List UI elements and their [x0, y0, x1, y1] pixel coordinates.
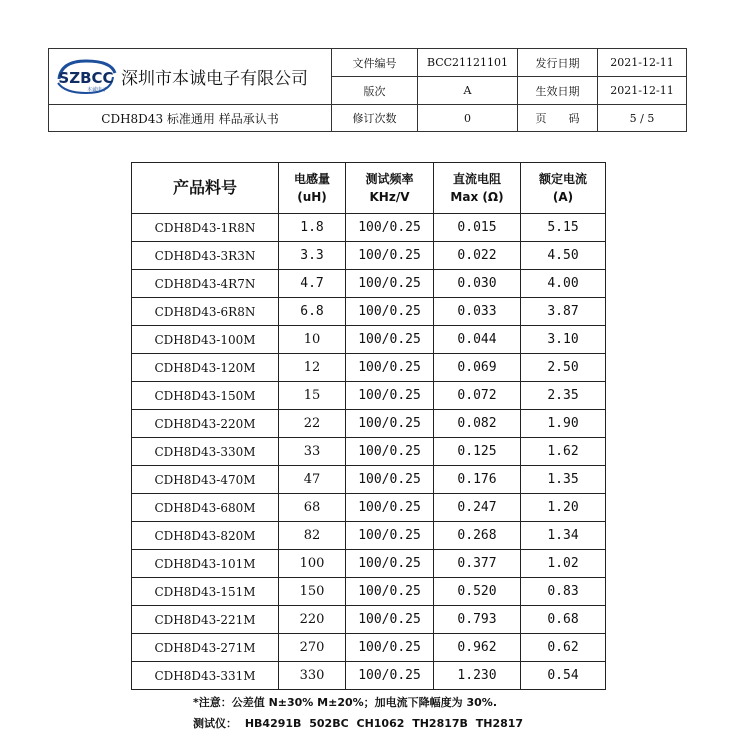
- header-rated-current: 额定电流 (A): [521, 163, 606, 214]
- dc-resistance-cell: 0.072: [434, 382, 521, 410]
- test-frequency-cell: 100/0.25: [346, 242, 434, 270]
- file-no-label: 文件编号: [332, 49, 418, 77]
- effective-date-label: 生效日期: [518, 77, 598, 105]
- rated-current-cell: 0.68: [521, 606, 606, 634]
- inductance-cell: 82: [279, 522, 346, 550]
- dc-resistance-cell: 0.962: [434, 634, 521, 662]
- dc-resistance-cell: 1.230: [434, 662, 521, 690]
- test-frequency-cell: 100/0.25: [346, 662, 434, 690]
- inductance-cell: 4.7: [279, 270, 346, 298]
- part-number-cell: CDH8D43-331M: [132, 662, 279, 690]
- dc-resistance-cell: 0.044: [434, 326, 521, 354]
- part-number-cell: CDH8D43-3R3N: [132, 242, 279, 270]
- test-frequency-cell: 100/0.25: [346, 466, 434, 494]
- table-row: [132, 550, 606, 578]
- document-title: CDH8D43 标准通用 样品承认书: [49, 105, 332, 132]
- inductance-cell: 100: [279, 550, 346, 578]
- part-number-cell: CDH8D43-1R8N: [132, 214, 279, 242]
- company-logo-icon: [53, 57, 119, 97]
- dc-resistance-cell: 0.033: [434, 298, 521, 326]
- part-number-cell: CDH8D43-221M: [132, 606, 279, 634]
- test-frequency-cell: 100/0.25: [346, 270, 434, 298]
- part-number-cell: CDH8D43-100M: [132, 326, 279, 354]
- inductance-cell: 47: [279, 466, 346, 494]
- dc-resistance-cell: 0.268: [434, 522, 521, 550]
- test-frequency-cell: 100/0.25: [346, 410, 434, 438]
- company-logo-cell: [49, 49, 332, 105]
- table-row: [132, 326, 606, 354]
- spec-table: [131, 162, 606, 690]
- table-row: [132, 466, 606, 494]
- rated-current-cell: 1.34: [521, 522, 606, 550]
- test-frequency-cell: 100/0.25: [346, 522, 434, 550]
- table-row: [132, 214, 606, 242]
- svg-text:本诚电子: 本诚电子: [86, 86, 108, 93]
- issue-date-label: 发行日期: [518, 49, 598, 77]
- rated-current-cell: 0.54: [521, 662, 606, 690]
- rated-current-cell: 1.90: [521, 410, 606, 438]
- table-row: [132, 634, 606, 662]
- part-number-cell: CDH8D43-271M: [132, 634, 279, 662]
- file-no-value: BCC21121101: [418, 49, 518, 77]
- tolerance-note: *注意：公差值 N±30% M±20%；加电流下降幅度为 30%.: [193, 696, 497, 709]
- dc-resistance-cell: 0.069: [434, 354, 521, 382]
- version-value: A: [418, 77, 518, 105]
- inductance-cell: 220: [279, 606, 346, 634]
- dc-resistance-cell: 0.022: [434, 242, 521, 270]
- part-number-cell: CDH8D43-6R8N: [132, 298, 279, 326]
- inductance-cell: 150: [279, 578, 346, 606]
- rated-current-cell: 0.62: [521, 634, 606, 662]
- revision-value: 0: [418, 105, 518, 132]
- test-frequency-cell: 100/0.25: [346, 634, 434, 662]
- table-row: [132, 382, 606, 410]
- table-row: [132, 298, 606, 326]
- rated-current-cell: 1.35: [521, 466, 606, 494]
- page-label: 页 码: [518, 105, 598, 132]
- part-number-cell: CDH8D43-101M: [132, 550, 279, 578]
- table-row: [132, 606, 606, 634]
- rated-current-cell: 0.83: [521, 578, 606, 606]
- test-frequency-cell: 100/0.25: [346, 438, 434, 466]
- dc-resistance-cell: 0.176: [434, 466, 521, 494]
- company-name: 深圳市本诚电子有限公司: [121, 69, 308, 89]
- inductance-cell: 330: [279, 662, 346, 690]
- inductance-cell: 1.8: [279, 214, 346, 242]
- table-row: [132, 270, 606, 298]
- revision-label: 修订次数: [332, 105, 418, 132]
- rated-current-cell: 2.50: [521, 354, 606, 382]
- test-instruments: 测试仪： HB4291B 502BC CH1062 TH2817B TH2817: [193, 717, 524, 730]
- dc-resistance-cell: 0.247: [434, 494, 521, 522]
- test-frequency-cell: 100/0.25: [346, 354, 434, 382]
- inductance-cell: 33: [279, 438, 346, 466]
- part-number-cell: CDH8D43-150M: [132, 382, 279, 410]
- version-label: 版次: [332, 77, 418, 105]
- table-row: [132, 494, 606, 522]
- page-value: 5 / 5: [598, 105, 687, 132]
- dc-resistance-cell: 0.377: [434, 550, 521, 578]
- table-row: [132, 242, 606, 270]
- dc-resistance-cell: 0.125: [434, 438, 521, 466]
- rated-current-cell: 1.62: [521, 438, 606, 466]
- part-number-cell: CDH8D43-330M: [132, 438, 279, 466]
- test-frequency-cell: 100/0.25: [346, 606, 434, 634]
- part-number-cell: CDH8D43-120M: [132, 354, 279, 382]
- spec-table-header: [132, 163, 606, 214]
- rated-current-cell: 4.00: [521, 270, 606, 298]
- dc-resistance-cell: 0.082: [434, 410, 521, 438]
- inductance-cell: 3.3: [279, 242, 346, 270]
- rated-current-cell: 1.20: [521, 494, 606, 522]
- inductance-cell: 6.8: [279, 298, 346, 326]
- test-frequency-cell: 100/0.25: [346, 214, 434, 242]
- test-frequency-cell: 100/0.25: [346, 382, 434, 410]
- test-frequency-cell: 100/0.25: [346, 298, 434, 326]
- inductance-cell: 22: [279, 410, 346, 438]
- table-row: [132, 578, 606, 606]
- dc-resistance-cell: 0.030: [434, 270, 521, 298]
- rated-current-cell: 3.10: [521, 326, 606, 354]
- inductance-cell: 12: [279, 354, 346, 382]
- part-number-cell: CDH8D43-470M: [132, 466, 279, 494]
- effective-date-value: 2021-12-11: [598, 77, 687, 105]
- rated-current-cell: 5.15: [521, 214, 606, 242]
- document-header: [48, 48, 687, 132]
- test-frequency-cell: 100/0.25: [346, 578, 434, 606]
- header-inductance: 电感量 (uH): [279, 163, 346, 214]
- inductance-cell: 15: [279, 382, 346, 410]
- table-row: [132, 410, 606, 438]
- part-number-cell: CDH8D43-151M: [132, 578, 279, 606]
- header-part-number: 产品料号: [132, 163, 279, 214]
- test-frequency-cell: 100/0.25: [346, 494, 434, 522]
- dc-resistance-cell: 0.793: [434, 606, 521, 634]
- table-row: [132, 438, 606, 466]
- table-row: [132, 522, 606, 550]
- table-row: [132, 662, 606, 690]
- header-test-frequency: 测试频率 KHz/V: [346, 163, 434, 214]
- part-number-cell: CDH8D43-820M: [132, 522, 279, 550]
- test-frequency-cell: 100/0.25: [346, 550, 434, 578]
- dc-resistance-cell: 0.520: [434, 578, 521, 606]
- dc-resistance-cell: 0.015: [434, 214, 521, 242]
- test-frequency-cell: 100/0.25: [346, 326, 434, 354]
- svg-text:SZBCC: SZBCC: [58, 68, 114, 87]
- issue-date-value: 2021-12-11: [598, 49, 687, 77]
- header-dc-resistance: 直流电阻 Max (Ω): [434, 163, 521, 214]
- inductance-cell: 10: [279, 326, 346, 354]
- table-row: [132, 354, 606, 382]
- inductance-cell: 270: [279, 634, 346, 662]
- inductance-cell: 68: [279, 494, 346, 522]
- rated-current-cell: 2.35: [521, 382, 606, 410]
- part-number-cell: CDH8D43-4R7N: [132, 270, 279, 298]
- part-number-cell: CDH8D43-680M: [132, 494, 279, 522]
- part-number-cell: CDH8D43-220M: [132, 410, 279, 438]
- rated-current-cell: 1.02: [521, 550, 606, 578]
- rated-current-cell: 3.87: [521, 298, 606, 326]
- rated-current-cell: 4.50: [521, 242, 606, 270]
